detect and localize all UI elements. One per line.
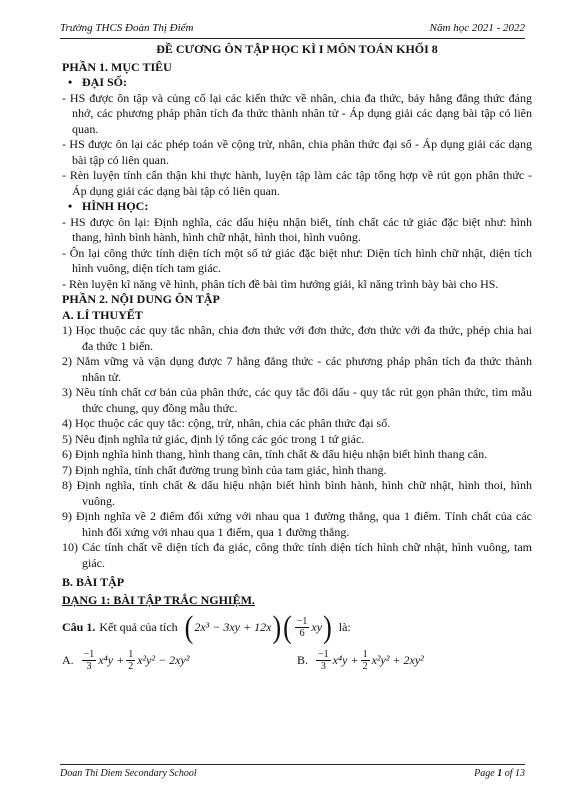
question-1	[62, 609, 532, 645]
expr-fraction: $\frac{-1}{6}$	[296, 616, 308, 639]
theory-item: 7) Định nghĩa, tính chất đường trung bình của tam giác, hình thang.	[62, 462, 387, 477]
theory-item: 9) Định nghĩa về 2 điểm đối xứng với nhau qua 1 đường thẳng, qua 1 điểm. Tính chất của các hình đối xứng với nhau qua 1 điểm, qua 1 đường thẳng.	[62, 509, 532, 539]
question-expression: ( 2x³ − 3xy + 12x ) ( $\frac{-1}{6}$ xy )	[184, 609, 332, 645]
answer-options	[62, 649, 532, 672]
geometry-line: - HS được ôn lại: Định nghĩa, các dấu hiệu nhận biết, tính chất các tứ giác đặc biệt như: hình thang, hình bình hành, hình chữ nhật, hình thoi, hình vuông.	[62, 214, 532, 244]
footer-divider	[60, 764, 525, 765]
theory-heading: A. LÍ THUYẾT	[62, 307, 143, 322]
exercises-heading: B. BÀI TẬP	[62, 575, 125, 589]
geometry-line: - Rèn luyện kĩ năng vẽ hình, phân tích đề bài tìm hướng giải, kĩ năng trình bày bài cho HS.	[62, 276, 499, 291]
expr-monomial: xy	[311, 619, 323, 634]
theory-item: 5) Nêu định nghĩa tứ giác, định lý tổng các góc trong 1 tứ giác.	[62, 431, 365, 446]
part2-heading: PHẦN 2. NỘI DUNG ÔN TẬP	[62, 292, 220, 306]
theory-item: 1) Học thuộc các quy tắc nhân, chia đơn thức với đơn thức, đơn thức với đa thức, phép chia hai đa thức 1 biến.	[62, 323, 532, 353]
geometry-heading: • HÌNH HỌC:	[68, 199, 149, 213]
answer-b: B. $\frac{-1}{3}$ x⁴y + $\frac{1}{2}$ x²y² + 2xy²	[297, 649, 424, 672]
page-header	[60, 22, 525, 34]
expr-polynomial: 2x³ − 3xy + 12x	[194, 619, 272, 634]
theory-item: 6) Định nghĩa hình thang, hình thang cân, tính chất & dấu hiệu nhận biết hình thang cân.	[62, 447, 488, 461]
question-label: Câu 1.	[62, 619, 96, 634]
school-name: Trường THCS Đoàn Thị Điểm	[60, 22, 194, 34]
geometry-line: - Ôn lại công thức tính diện tích một số tứ giác đặc biệt như: Diện tích hình chữ nhật, diện tích hình vuông, diện tích tam giác.	[62, 245, 532, 275]
question-tail: là:	[338, 619, 351, 634]
algebra-line: - HS được ôn tập và củng cố lại các kiến thức về nhân, chia đa thức, bảy hằng đẳng thức đáng nhớ, các phương pháp phân tích đa thức thành nhân tử - Áp dụng giải các dạng bài tập có liên quan.	[62, 90, 532, 136]
bullet-icon: •	[68, 199, 73, 213]
bullet-icon: •	[68, 75, 73, 89]
theory-item: 2) Nắm vững và vận dụng được 7 hằng đẳng thức - các phương pháp phân tích đa thức thành nhân tử.	[62, 354, 532, 384]
theory-item: 3) Nêu tính chất cơ bản của phân thức, các quy tắc đổi dấu - quy tắc rút gọn phân thức, tìm mẫu thức chung, quy đồng mẫu thức.	[62, 385, 532, 415]
document-body	[62, 42, 532, 672]
theory-item: 8) Định nghĩa, tính chất & dấu hiệu nhận biết hình bình hành, hình chữ nhật, hình thoi, hình vuông.	[62, 478, 532, 508]
footer-school: Doan Thi Diem Secondary School	[60, 768, 197, 779]
exercise-type-heading: DẠNG 1: BÀI TẬP TRẮC NGHIỆM.	[62, 592, 255, 607]
algebra-line: - HS được ôn lại các phép toán về cộng trừ, nhân, chia phân thức đại số - Áp dụng giải các dạng bài tập có liên quan.	[62, 137, 532, 167]
answer-a: A. $\frac{-1}{3}$ x⁴y + $\frac{1}{2}$ x²y² − 2xy²	[62, 649, 190, 672]
page-number: Page 1 of 13	[474, 768, 525, 779]
algebra-heading: • ĐẠI SỐ:	[68, 75, 128, 89]
theory-item: 4) Học thuộc các quy tắc: cộng, trừ, nhân, chia các phân thức đại số.	[62, 416, 391, 430]
header-divider	[60, 38, 525, 39]
part1-heading: PHẦN 1. MỤC TIÊU	[62, 59, 172, 74]
page-footer	[60, 768, 525, 779]
algebra-line: - Rèn luyện tính cẩn thận khi thực hành, luyện tập làm các tập tổng hợp về rút gọn phân thức - Áp dụng giải các dạng bài tập có liên quan.	[62, 168, 532, 198]
school-year: Năm học 2021 - 2022	[429, 22, 525, 34]
document-title: ĐỀ CƯƠNG ÔN TẬP HỌC KÌ I MÔN TOÁN KHỐI 8	[156, 42, 438, 56]
question-text: Kết quả của tích	[99, 619, 178, 634]
theory-item: 10) Các tính chất về diện tích đa giác, công thức tính diện tích hình chữ nhật, hình vuông, tam giác.	[62, 540, 532, 570]
